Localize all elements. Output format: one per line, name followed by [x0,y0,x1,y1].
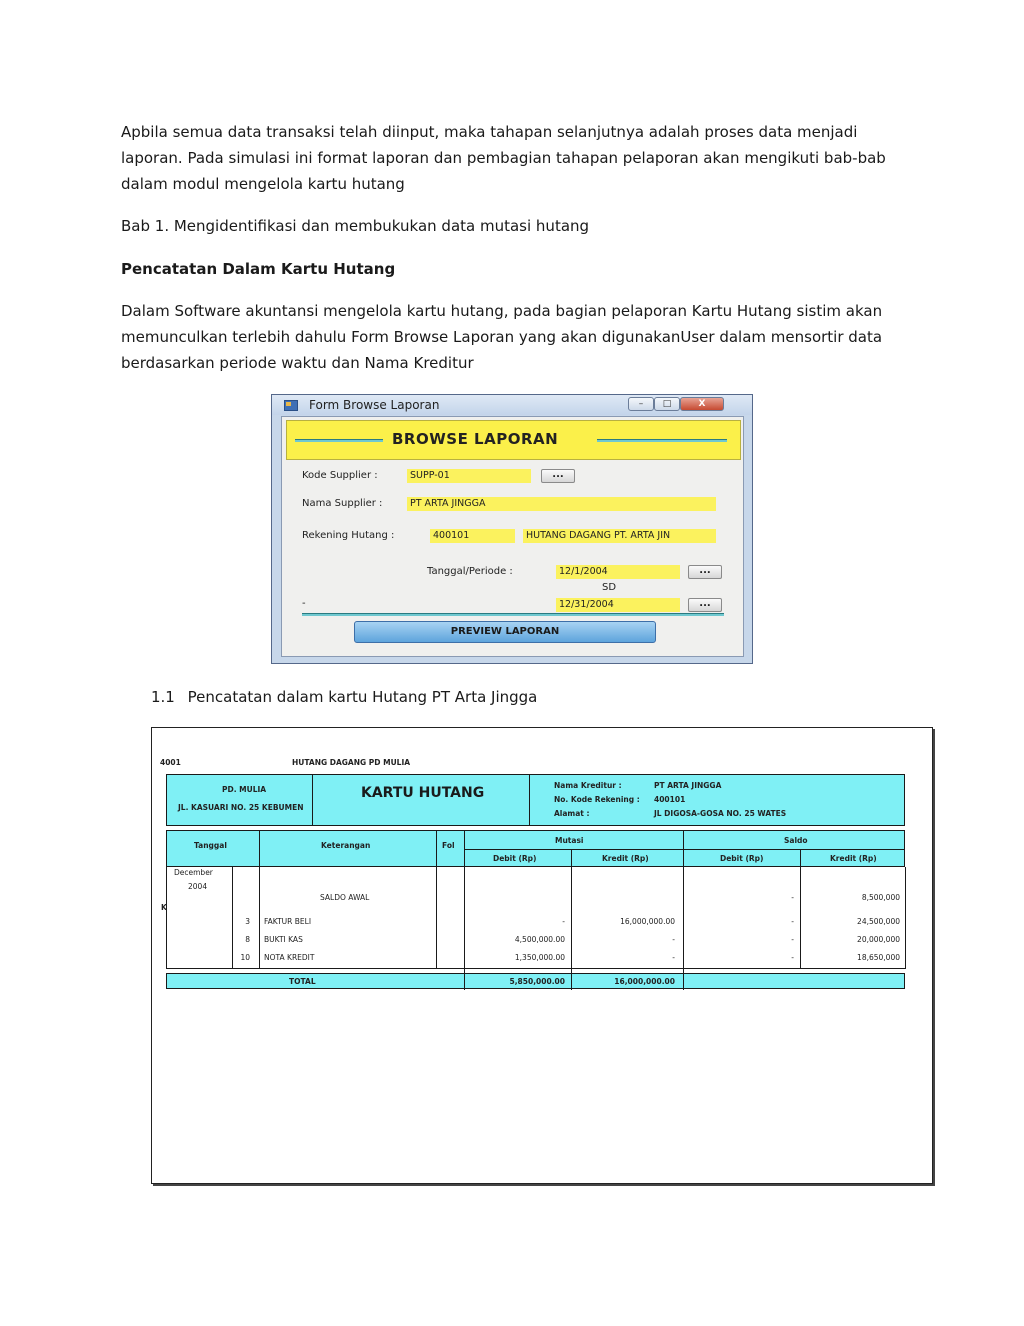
kode-supplier-field[interactable]: SUPP-01 [407,469,531,483]
row3-day: 10 [240,953,250,962]
body-left-border [166,867,167,969]
header-divider-left [312,774,313,826]
total-divider-1 [464,973,465,989]
section-heading: Pencatatan Dalam Kartu Hutang [121,260,396,278]
rekening-name-field[interactable]: HUTANG DAGANG PT. ARTA JIN [523,529,716,543]
caption-text: Pencatatan dalam kartu Hutang PT Arta Jingga [187,688,538,706]
header-keterangan: Keterangan [321,841,371,850]
kartu-hutang-report [151,727,933,1184]
header-fol: Fol [442,841,455,850]
row2-day: 8 [245,935,250,944]
window-title: Form Browse Laporan [309,398,440,412]
card-title: KARTU HUTANG [361,785,485,801]
total-divider-2 [571,973,572,989]
row2-kredit: - [672,935,675,944]
card-header [166,774,905,826]
opening-label: SALDO AWAL [320,893,370,902]
form-body [281,416,744,657]
kode-supplier-label: Kode Supplier : [302,470,378,481]
maximize-button[interactable]: □ [654,397,680,411]
info-value-kode: 400101 [654,795,686,804]
company-name: PD. MULIA [222,785,267,794]
row2-saldo-debit: - [791,935,794,944]
figure-caption [151,684,537,710]
month-label: December [174,868,213,877]
row1-debit: - [562,917,565,926]
info-label-kode: No. Kode Rekening : [554,795,640,804]
window-title-bar[interactable] [272,395,752,415]
row1-saldo-kredit: 24,500,000 [857,917,900,926]
row3-saldo-kredit: 18,650,000 [857,953,900,962]
nama-supplier-field[interactable]: PT ARTA JINGGA [407,497,716,511]
date-to-field[interactable]: 12/31/2004 [556,598,680,612]
date-from-browse-button[interactable]: ... [688,565,722,579]
total-debit: 5,850,000.00 [509,977,565,986]
header-saldo-debit: Debit (Rp) [720,854,764,863]
account-code: 4001 [160,758,181,767]
info-value-kreditur: PT ARTA JINGGA [654,781,722,790]
header-mutasi-debit: Debit (Rp) [493,854,537,863]
row3-debit: 1,350,000.00 [514,953,565,962]
banner-left-rule [295,439,383,442]
row1-day: 3 [245,917,250,926]
date-to-browse-button[interactable]: ... [688,598,722,612]
header-divider-right [529,774,530,826]
rekening-hutang-label: Rekening Hutang : [302,530,395,541]
row1-kredit: 16,000,000.00 [620,917,675,926]
info-label-alamat: Alamat : [554,809,590,818]
year-label: 2004 [188,882,208,891]
caption-number: 1.1 [151,688,175,706]
banner-right-rule [597,439,727,442]
side-mark: K [161,903,167,912]
row2-debit: 4,500,000.00 [514,935,565,944]
total-kredit: 16,000,000.00 [614,977,675,986]
nama-supplier-label: Nama Supplier : [302,498,383,509]
row1-saldo-debit: - [791,917,794,926]
periode-label: Tanggal/Periode : [427,566,513,577]
opening-saldo-kredit: 8,500,000 [861,893,900,902]
preview-laporan-button[interactable]: PREVIEW LAPORAN [354,621,656,643]
form-banner [286,420,741,460]
info-label-kreditur: Nama Kreditur : [554,781,622,790]
browse-laporan-window [271,394,753,664]
banner-title: BROWSE LAPORAN [392,430,559,448]
info-value-alamat: JL DIGOSA-GOSA NO. 25 WATES [654,809,787,818]
form-separator [302,613,724,616]
col-line-mutasi-kredit [683,830,684,990]
date-from-field[interactable]: 12/1/2004 [556,565,680,579]
col-line-fol [464,830,465,990]
row3-saldo-debit: - [791,953,794,962]
description-paragraph: Dalam Software akuntansi mengelola kartu hutang, pada bagian pelaporan Kartu Hutang sistim akan memunculkan terlebih dahulu Form Browse Laporan yang akan digunakanUser dalam mensortir data berdasarkan periode waktu dan Nama Kreditur [121,302,883,372]
chapter-heading: Bab 1. Mengidentifikasi dan membukukan data mutasi hutang [121,217,590,235]
subheader-rule [464,849,905,850]
opening-saldo-debit: - [791,893,794,902]
dash-mark: - [302,598,306,609]
col-line-day [232,867,233,969]
sd-label: SD [602,582,617,593]
form-window-icon [284,400,298,411]
header-mutasi: Mutasi [555,836,584,845]
row2-saldo-kredit: 20,000,000 [857,935,900,944]
header-saldo: Saldo [784,836,808,845]
row3-kredit: - [672,953,675,962]
total-label: TOTAL [289,977,316,986]
row3-desc: NOTA KREDIT [264,953,315,962]
row2-desc: BUKTI KAS [264,935,303,944]
row1-desc: FAKTUR BELI [264,917,312,926]
minimize-button[interactable]: – [628,397,654,411]
company-address: JL. KASUARI NO. 25 KEBUMEN [178,803,304,812]
body-bottom-border [166,968,906,969]
col-line-keterangan [436,830,437,969]
header-tanggal: Tanggal [194,841,227,850]
total-divider-3 [683,973,684,989]
col-line-desc [259,867,260,969]
body-right-border [905,867,906,969]
rekening-code-field[interactable]: 400101 [430,529,515,543]
account-name: HUTANG DAGANG PD MULIA [292,758,411,767]
close-button[interactable]: X [680,397,724,411]
col-line-saldo-debit [800,849,801,969]
supplier-browse-button[interactable]: ... [541,469,575,483]
intro-paragraph: Apbila semua data transaksi telah diinput, maka tahapan selanjutnya adalah proses data menjadi laporan. Pada simulasi ini format laporan dan pembagian tahapan pelaporan akan mengikuti bab-bab dalam modul mengelola kartu hutang [121,123,886,193]
header-mutasi-kredit: Kredit (Rp) [602,854,649,863]
header-saldo-kredit: Kredit (Rp) [830,854,877,863]
